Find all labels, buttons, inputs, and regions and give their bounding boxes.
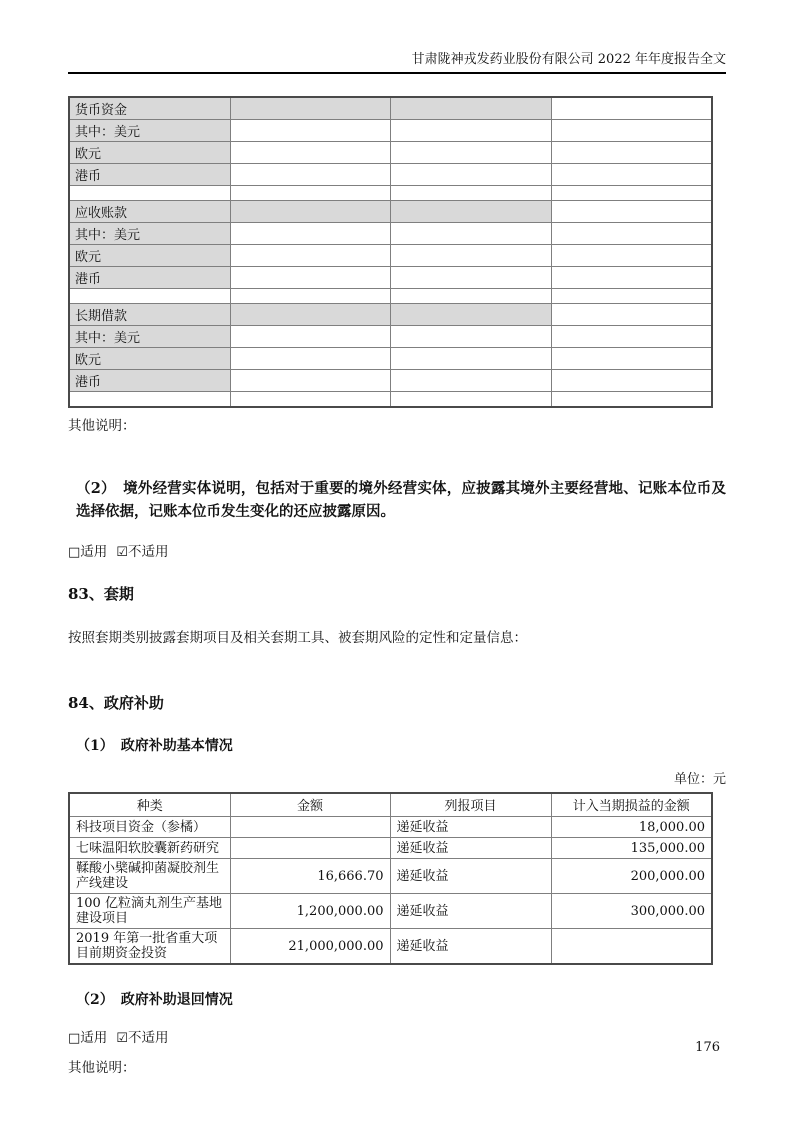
currency-row-label	[69, 392, 230, 407]
subsidy-row	[69, 929, 712, 965]
currency-value-cell	[230, 304, 390, 326]
currency-value-cell	[551, 326, 712, 348]
subsidy-amount-cell: 16,666.70	[230, 859, 390, 894]
subsidy-pl-amount-cell: 18,000.00	[551, 817, 712, 838]
currency-value-cell	[551, 289, 712, 304]
subsidy-column-header: 种类	[69, 793, 230, 817]
currency-value-cell	[551, 267, 712, 289]
currency-row-label: 欧元	[69, 245, 230, 267]
currency-row-label: 欧元	[69, 142, 230, 164]
currency-value-cell	[230, 348, 390, 370]
subsidy-report-item-cell: 递延收益	[390, 817, 551, 838]
currency-value-cell	[551, 304, 712, 326]
currency-row	[69, 142, 712, 164]
currency-value-cell	[551, 120, 712, 142]
currency-value-cell	[390, 120, 551, 142]
currency-row-label: 港币	[69, 267, 230, 289]
currency-value-cell	[390, 164, 551, 186]
currency-row-label: 其中：美元	[69, 120, 230, 142]
subsidy-pl-amount-cell: 300,000.00	[551, 894, 712, 929]
currency-row	[69, 223, 712, 245]
currency-value-cell	[390, 304, 551, 326]
applicability-row-2	[68, 1030, 726, 1047]
currency-row	[69, 370, 712, 392]
overseas-entity-heading: （2） 境外经营实体说明，包括对于重要的境外经营实体，应披露其境外主要经营地、记账本位币及选择依据，记账本位币发生变化的还应披露原因。	[76, 479, 726, 520]
currency-value-cell	[551, 97, 712, 120]
other-note-2: 其他说明：	[68, 1060, 136, 1076]
subsidy-report-item-cell: 递延收益	[390, 929, 551, 965]
currency-value-cell	[230, 97, 390, 120]
section-83-title: 83、套期	[68, 584, 134, 603]
currency-value-cell	[551, 392, 712, 407]
subsidy-row	[69, 859, 712, 894]
currency-value-cell	[230, 186, 390, 201]
checkbox-checked-icon: ☑	[116, 1031, 128, 1046]
currency-row-label: 货币资金	[69, 97, 230, 120]
section-84-title: 84、政府补助	[68, 693, 164, 712]
subsidy-amount-cell: 21,000,000.00	[230, 929, 390, 965]
subsidy-report-item-cell: 递延收益	[390, 859, 551, 894]
currency-value-cell	[551, 164, 712, 186]
header-rule	[68, 72, 726, 74]
currency-row-label: 港币	[69, 370, 230, 392]
currency-row-label	[69, 289, 230, 304]
subsidy-type-cell: 鞣酸小檗碱抑菌凝胶剂生产线建设	[69, 859, 230, 894]
applicable-label: 适用	[80, 1030, 108, 1046]
currency-spacer-row	[69, 289, 712, 304]
currency-value-cell	[230, 120, 390, 142]
page-number: 176	[695, 1040, 720, 1055]
currency-value-cell	[230, 223, 390, 245]
checkbox-unchecked-icon: □	[68, 544, 81, 560]
currency-value-cell	[390, 326, 551, 348]
currency-row	[69, 245, 712, 267]
other-note-1: 其他说明：	[68, 417, 136, 434]
currency-spacer-row	[69, 186, 712, 201]
subsidy-row	[69, 838, 712, 859]
currency-value-cell	[551, 142, 712, 164]
currency-row	[69, 120, 712, 142]
unit-label: 单位：元	[673, 771, 726, 787]
currency-row	[69, 97, 712, 120]
currency-value-cell	[230, 289, 390, 304]
currency-table-body	[69, 97, 712, 407]
subsidy-type-cell: 100 亿粒滴丸剂生产基地建设项目	[69, 894, 230, 929]
subsidy-column-header: 列报项目	[390, 793, 551, 817]
checkbox-unchecked-icon: □	[68, 1031, 81, 1046]
subsidy-type-cell: 科技项目资金（参橘）	[69, 817, 230, 838]
currency-value-cell	[230, 245, 390, 267]
currency-row	[69, 201, 712, 223]
subsidy-table-body	[69, 817, 712, 965]
subsidy-row	[69, 817, 712, 838]
currency-value-cell	[390, 97, 551, 120]
currency-value-cell	[390, 245, 551, 267]
currency-table	[68, 96, 713, 408]
not-applicable-label: 不适用	[127, 543, 169, 560]
currency-row	[69, 326, 712, 348]
currency-row-label: 其中：美元	[69, 223, 230, 245]
currency-row-label: 长期借款	[69, 304, 230, 326]
currency-value-cell	[230, 142, 390, 164]
currency-spacer-row	[69, 392, 712, 407]
currency-value-cell	[551, 201, 712, 223]
currency-value-cell	[390, 201, 551, 223]
currency-row	[69, 348, 712, 370]
subsidy-column-header: 计入当期损益的金额	[551, 793, 712, 817]
currency-value-cell	[230, 326, 390, 348]
subsidy-basic-title: （1） 政府补助基本情况	[76, 737, 233, 754]
currency-value-cell	[230, 201, 390, 223]
currency-value-cell	[390, 186, 551, 201]
currency-row-label	[69, 186, 230, 201]
header-title: 甘肃陇神戎发药业股份有限公司 2022 年年度报告全文	[411, 52, 726, 67]
subsidy-row	[69, 894, 712, 929]
subsidy-amount-cell	[230, 817, 390, 838]
currency-row	[69, 267, 712, 289]
currency-value-cell	[230, 164, 390, 186]
subsidy-amount-cell	[230, 838, 390, 859]
subsidy-return-title: （2） 政府补助退回情况	[76, 992, 233, 1008]
subsidy-pl-amount-cell: 135,000.00	[551, 838, 712, 859]
currency-row-label: 欧元	[69, 348, 230, 370]
applicable-label: 适用	[80, 543, 108, 560]
currency-value-cell	[551, 348, 712, 370]
currency-value-cell	[230, 267, 390, 289]
subsidy-table	[68, 792, 713, 966]
checkbox-checked-icon: ☑	[116, 544, 128, 560]
currency-value-cell	[390, 392, 551, 407]
subsidy-report-item-cell: 递延收益	[390, 838, 551, 859]
currency-value-cell	[230, 392, 390, 407]
currency-value-cell	[551, 186, 712, 201]
subsidy-type-cell: 七味温阳软胶囊新药研究	[69, 838, 230, 859]
currency-value-cell	[230, 370, 390, 392]
currency-value-cell	[551, 370, 712, 392]
currency-value-cell	[551, 245, 712, 267]
currency-row-label: 港币	[69, 164, 230, 186]
currency-value-cell	[390, 223, 551, 245]
currency-row	[69, 164, 712, 186]
subsidy-column-header: 金额	[230, 793, 390, 817]
currency-value-cell	[390, 348, 551, 370]
currency-value-cell	[390, 370, 551, 392]
subsidy-pl-amount-cell: 200,000.00	[551, 859, 712, 894]
subsidy-pl-amount-cell	[551, 929, 712, 965]
currency-row-label: 其中：美元	[69, 326, 230, 348]
hedging-description: 按照套期类别披露套期项目及相关套期工具、被套期风险的定性和定量信息：	[68, 629, 527, 646]
currency-row	[69, 304, 712, 326]
currency-value-cell	[551, 223, 712, 245]
subsidy-type-cell: 2019 年第一批省重大项目前期资金投资	[69, 929, 230, 965]
currency-row-label: 应收账款	[69, 201, 230, 223]
applicability-row-1	[68, 544, 726, 561]
subsidy-header-row	[69, 793, 712, 817]
subsidy-amount-cell: 1,200,000.00	[230, 894, 390, 929]
currency-value-cell	[390, 142, 551, 164]
currency-value-cell	[390, 267, 551, 289]
subsidy-report-item-cell: 递延收益	[390, 894, 551, 929]
not-applicable-label: 不适用	[127, 1030, 169, 1046]
currency-value-cell	[390, 289, 551, 304]
